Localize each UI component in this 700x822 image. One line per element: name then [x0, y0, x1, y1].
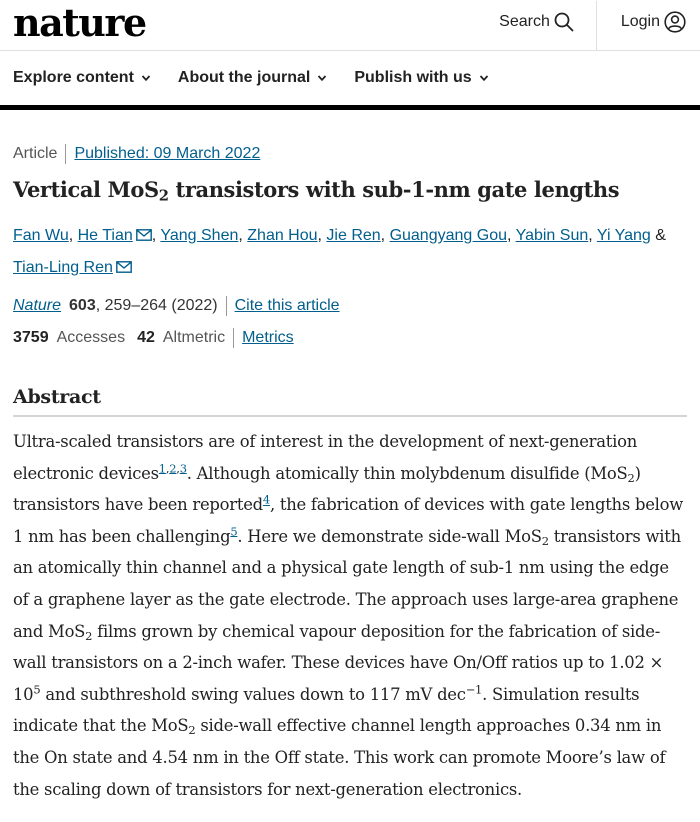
author-link[interactable]: Zhan Hou	[247, 227, 318, 244]
abstract-segment: . Simulation results indicate that the MoS	[13, 684, 640, 736]
reference-link[interactable]: 5	[230, 524, 238, 539]
site-header	[0, 0, 700, 51]
abstract-heading: Abstract	[13, 386, 687, 417]
reference-link[interactable]: 2	[169, 461, 177, 476]
abstract-segment: transistors with an atomically thin channel and a physical gate length of sub-1 nm using the edge of a graphene layer as the gate electrode. The approach uses large-area graphene and MoS	[13, 526, 681, 641]
author-link[interactable]: He Tian	[77, 227, 133, 244]
author-list: Fan Wu, He Tian , Yang Shen, Zhan Hou, Jie Ren, Guangyang Gou, Yabin Sun, Yi Yang & Tian-Ling Ren	[13, 227, 666, 276]
article-title	[13, 176, 687, 204]
accesses-count: 3759	[13, 329, 49, 346]
chevron-down-icon	[141, 73, 151, 83]
article-meta	[13, 144, 687, 164]
nav-label: About the journal	[177, 69, 311, 86]
cite-article-link[interactable]: Cite this article	[234, 297, 340, 314]
metrics-divider	[233, 328, 234, 348]
header-actions	[499, 11, 686, 33]
nav-publish-with-us[interactable]	[354, 69, 488, 87]
author-link[interactable]: Fan Wu	[13, 227, 69, 244]
subscript: 2	[541, 533, 549, 548]
exponent: −1	[465, 682, 483, 697]
nav-label: Explore content	[13, 69, 134, 86]
user-icon	[664, 11, 686, 33]
citation-divider	[226, 296, 227, 316]
subscript: 2	[85, 628, 93, 643]
search-icon	[554, 12, 574, 32]
published-date-link[interactable]: Published: 09 March 2022	[74, 145, 261, 162]
abstract-segment: and subthreshold swing values down to 117 mV dec	[40, 684, 466, 704]
subscript: 2	[188, 723, 196, 738]
abstract-segment: ) transistors have been reported	[13, 463, 641, 515]
pages-year: , 259–264 (2022)	[95, 297, 218, 314]
chevron-down-icon	[479, 73, 489, 83]
author-ampersand: &	[655, 227, 666, 244]
altmetric-label: Altmetric	[162, 329, 226, 346]
nature-logo[interactable]: nature	[13, 0, 146, 45]
author-link[interactable]: Yabin Sun	[515, 227, 589, 244]
volume: 603	[69, 297, 96, 314]
abstract-segment: . Here we demonstrate side-wall MoS	[237, 526, 542, 546]
subscript: 2	[627, 470, 635, 485]
login-button[interactable]	[621, 11, 686, 33]
abstract-segment: , the fabrication of devices with gate lengths below 1 nm has been challenging	[13, 495, 684, 546]
altmetric-count: 42	[137, 329, 155, 346]
login-label: Login	[620, 13, 660, 30]
reference-group: 1,2,3	[158, 461, 187, 476]
exponent: 5	[33, 682, 41, 697]
author-link[interactable]: Guangyang Gou	[389, 227, 507, 244]
reference-link[interactable]: 3	[179, 461, 187, 476]
search-label: Search	[499, 13, 550, 30]
search-button[interactable]	[499, 12, 574, 32]
title-part: transistors with sub-1-nm gate lengths	[168, 177, 620, 202]
search-wrap	[499, 12, 597, 32]
article-type: Article	[13, 145, 58, 162]
abstract-text	[13, 426, 687, 805]
nav-explore-content[interactable]	[13, 69, 151, 87]
meta-divider	[65, 144, 66, 164]
title-part: Vertical MoS	[13, 177, 159, 202]
login-wrap	[597, 11, 686, 33]
header-divider	[596, 1, 597, 51]
mail-icon[interactable]	[116, 261, 132, 273]
metrics-link[interactable]: Metrics	[242, 329, 294, 346]
reference-group	[263, 493, 270, 507]
journal-link[interactable]	[13, 297, 69, 315]
author-link[interactable]: Yang Shen	[160, 227, 239, 244]
main-nav	[0, 51, 700, 110]
reference-link[interactable]: 4	[262, 492, 270, 507]
abstract-segment: . Although atomically thin molybdenum disulfide (MoS	[186, 463, 628, 483]
abstract-segment: films grown by chemical vapour deposition for the fabrication of side-wall transistors on a 2-inch wafer. These devices have On/Off ratios up to 1.02 × 10	[13, 621, 664, 704]
citation-line	[13, 296, 687, 316]
accesses-label: Accesses	[56, 329, 126, 346]
author-link[interactable]: Tian-Ling Ren	[13, 259, 113, 276]
article	[0, 144, 700, 805]
metrics-line	[13, 328, 687, 348]
author-link[interactable]: Jie Ren	[326, 227, 381, 244]
journal-name: Nature	[13, 297, 62, 314]
chevron-down-icon	[317, 73, 327, 83]
mail-icon[interactable]	[136, 229, 152, 241]
abstract-segment: Ultra-scaled transistors are of interest in the development of next-generation electronic devices	[13, 432, 638, 483]
nav-about-journal[interactable]	[178, 69, 327, 87]
title-subscript: 2	[158, 187, 169, 205]
author-link[interactable]: Yi Yang	[596, 227, 651, 244]
nav-label: Publish with us	[354, 69, 472, 86]
reference-link[interactable]: 1	[158, 461, 166, 476]
abstract-segment: side-wall effective channel length approaches 0.34 nm in the On state and 4.54 nm in the Off state. This work can promote Moore’s law of the scaling down of transistors for next-generation electronics.	[13, 716, 666, 799]
